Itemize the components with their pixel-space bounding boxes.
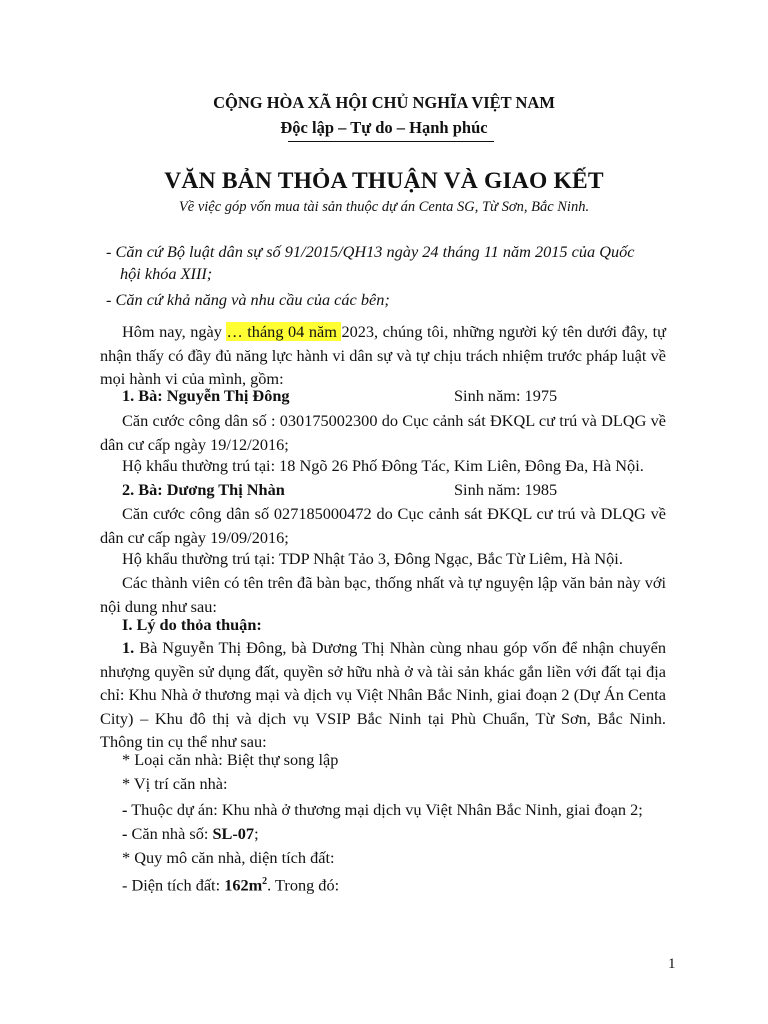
party-1-id: Căn cước công dân số : 030175002300 do Cục cảnh sát ĐKQL cư trú và DLQG về dân cư cấp ngày 19/12/2016; [100, 411, 666, 454]
house-number-end: ; [254, 824, 259, 843]
party-2-id: Căn cước công dân số 027185000472 do Cục cảnh sát ĐKQL cư trú và DLQG về dân cư cấp ngày 19/09/2016; [100, 504, 666, 547]
document-title: VĂN BẢN THỎA THUẬN VÀ GIAO KẾT [164, 168, 604, 194]
intro-text-b: 2023, chúng tôi, những người ký tên dưới đây, tự nhận thấy có đầy đủ năng lực hành vi dân sự và tự chịu trách nhiệm trước pháp luật về mọi hành vi của mình, gồm: [100, 322, 667, 388]
land-area-end: . Trong đó: [267, 875, 340, 895]
party-1-heading: 1. Bà: Nguyễn Thị Đông [122, 386, 290, 405]
project-line [122, 799, 643, 821]
legal-basis-1-line2: hội khóa XIII; [120, 264, 213, 283]
project-dash: - [122, 800, 128, 819]
house-type: * Loại căn nhà: Biệt thự song lập [122, 750, 339, 769]
page-number: 1 [668, 956, 676, 972]
house-number-label: Căn nhà số: [127, 824, 213, 843]
intro-text-a: Hôm nay, ngày [122, 322, 227, 341]
project-text: Thuộc dự án: Khu nhà ở thương mại dịch vụ Việt Nhân Bắc Ninh, giai đoạn 2; [127, 800, 643, 819]
clause-1-number: 1. [122, 638, 135, 657]
scale-heading: * Quy mô căn nhà, diện tích đất: [122, 848, 335, 867]
highlighted-date: … tháng 04 năm [226, 322, 342, 341]
party-1-birth-year: Sinh năm: 1975 [454, 386, 558, 405]
land-area-line [122, 871, 339, 896]
motto-text: Độc lập – Tự do – Hạnh phúc [280, 118, 487, 140]
house-number-value: SL-07 [212, 824, 255, 843]
house-number-line [122, 823, 259, 845]
clause-1 [100, 636, 666, 754]
section-1-heading: I. Lý do thỏa thuận: [122, 615, 262, 634]
party-2-residence: Hộ khẩu thường trú tại: TDP Nhật Tảo 3, Đông Ngạc, Bắc Từ Liêm, Hà Nội. [122, 549, 623, 568]
clause-1-text: Bà Nguyễn Thị Đông, bà Dương Thị Nhàn cùng nhau góp vốn để nhận chuyển nhượng quyền sử dụng đất, quyền sở hữu nhà ở và tài sản khác gắn liền với đất tại địa chỉ: Khu Nhà ở thương mại và dịch vụ Việt Nhân Bắc Ninh, giai đoạn 2 (Dự Án Centa City) – Khu đô thị và dịch vụ VSIP Bắc Ninh tại Phù Chuẩn, Từ Sơn, Bắc Ninh. Thông tin cụ thể như sau: [100, 638, 666, 751]
national-title: CỘNG HÒA XÃ HỘI CHỦ NGHĨA VIỆT NAM [213, 93, 555, 112]
document-subtitle: Về việc góp vốn mua tài sản thuộc dự án Centa SG, Từ Sơn, Bắc Ninh. [178, 199, 590, 215]
legal-basis-2: - Căn cứ khả năng và nhu cầu của các bên; [106, 290, 390, 309]
land-area-unit-superscript: 2 [262, 876, 268, 887]
party-2-heading: 2. Bà: Dương Thị Nhàn [122, 480, 285, 499]
house-location-heading: * Vị trí căn nhà: [122, 774, 228, 793]
agreement-intro: Các thành viên có tên trên đã bàn bạc, thống nhất và tự nguyện lập văn bản này với nội dung như sau: [100, 573, 666, 616]
party-2-birth-year: Sinh năm: 1985 [454, 480, 558, 499]
party-1-residence: Hộ khẩu thường trú tại: 18 Ngõ 26 Phố Đông Tác, Kim Liên, Đông Đa, Hà Nội. [122, 456, 644, 475]
land-area-value: 162m [224, 875, 263, 895]
land-area-label: - Diện tích đất: [122, 875, 225, 895]
legal-basis-1-line1: - Căn cứ Bộ luật dân sự số 91/2015/QH13 ngày 24 tháng 11 năm 2015 của Quốc [106, 242, 635, 261]
house-number-dash: - [122, 824, 128, 843]
intro-paragraph [100, 320, 666, 391]
national-motto [0, 118, 768, 140]
